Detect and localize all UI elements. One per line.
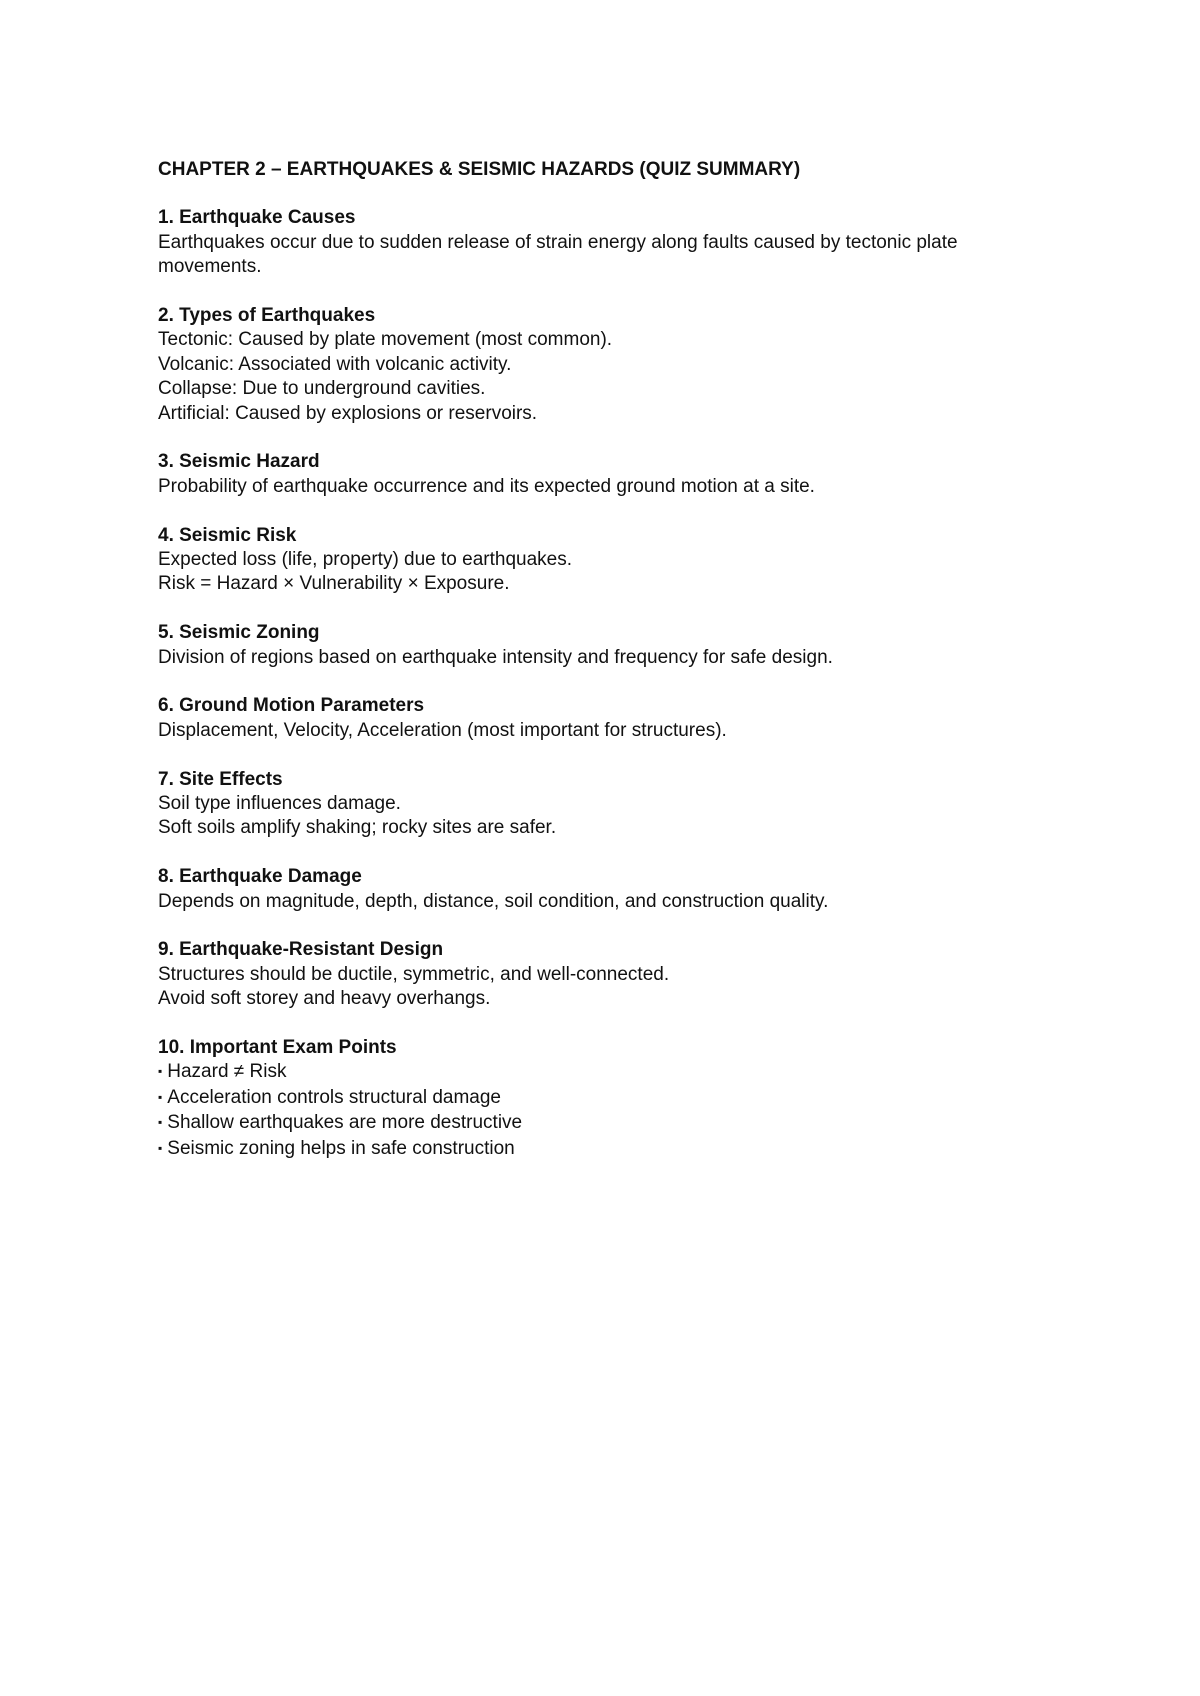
section-earthquake-causes [158,206,1058,279]
bullet-text: Shallow earthquakes are more destructive [167,1112,523,1134]
section-site-effects [158,768,1058,841]
section-seismic-risk [158,524,1058,597]
section-earthquake-damage [158,865,1058,914]
section-text-line: movements. [158,256,262,278]
bullet-item [158,1086,1058,1111]
section-text-line: Division of regions based on earthquake intensity and frequency for safe design. [158,646,833,668]
section-text-line: Earthquakes occur due to sudden release of strain energy along faults caused by tectonic plate [158,231,958,253]
section-text-line: Tectonic: Caused by plate movement (most common). [158,329,613,351]
section-seismic-hazard [158,450,1058,499]
section-heading: 7. Site Effects [158,768,283,790]
section-text-line: Soil type influences damage. [158,793,401,815]
section-text-line: Structures should be ductile, symmetric, and well-connected. [158,963,670,985]
document-body [158,158,1058,1187]
section-seismic-zoning [158,621,1058,670]
section-heading: 6. Ground Motion Parameters [158,695,425,717]
section-text-line: Depends on magnitude, depth, distance, soil condition, and construction quality. [158,890,829,912]
bullet-text: Hazard ≠ Risk [167,1061,287,1083]
bullet-text: Seismic zoning helps in safe construction [167,1137,515,1159]
section-text-line: Probability of earthquake occurrence and its expected ground motion at a site. [158,475,815,497]
section-important-exam-points [158,1036,1058,1162]
document-title: CHAPTER 2 – EARTHQUAKES & SEISMIC HAZARDS (QUIZ SUMMARY) [158,159,801,180]
section-heading: 1. Earthquake Causes [158,207,356,229]
section-earthquake-resistant-design [158,938,1058,1011]
section-text-line: Collapse: Due to underground cavities. [158,378,486,400]
section-text-line: Displacement, Velocity, Acceleration (most important for structures). [158,719,727,741]
section-text-line: Soft soils amplify shaking; rocky sites are safer. [158,817,557,839]
section-types-of-earthquakes [158,304,1058,426]
section-ground-motion-parameters [158,694,1058,743]
section-heading: 10. Important Exam Points [158,1037,397,1059]
bullet-item [158,1060,1058,1085]
section-text-line: Volcanic: Associated with volcanic activity. [158,353,512,375]
bullet-text: Acceleration controls structural damage [167,1086,501,1108]
section-text-line: Avoid soft storey and heavy overhangs. [158,988,491,1010]
section-heading: 9. Earthquake-Resistant Design [158,939,444,961]
bullet-item [158,1137,1058,1162]
section-heading: 5. Seismic Zoning [158,622,320,644]
section-text-line: Artificial: Caused by explosions or reservoirs. [158,402,538,424]
section-heading: 2. Types of Earthquakes [158,305,376,327]
section-heading: 4. Seismic Risk [158,524,297,546]
section-heading: 8. Earthquake Damage [158,866,362,888]
section-text-line: Expected loss (life, property) due to earthquakes. [158,549,573,571]
bullet-item [158,1111,1058,1136]
section-text-line: Risk = Hazard × Vulnerability × Exposure. [158,573,510,595]
section-heading: 3. Seismic Hazard [158,451,320,473]
